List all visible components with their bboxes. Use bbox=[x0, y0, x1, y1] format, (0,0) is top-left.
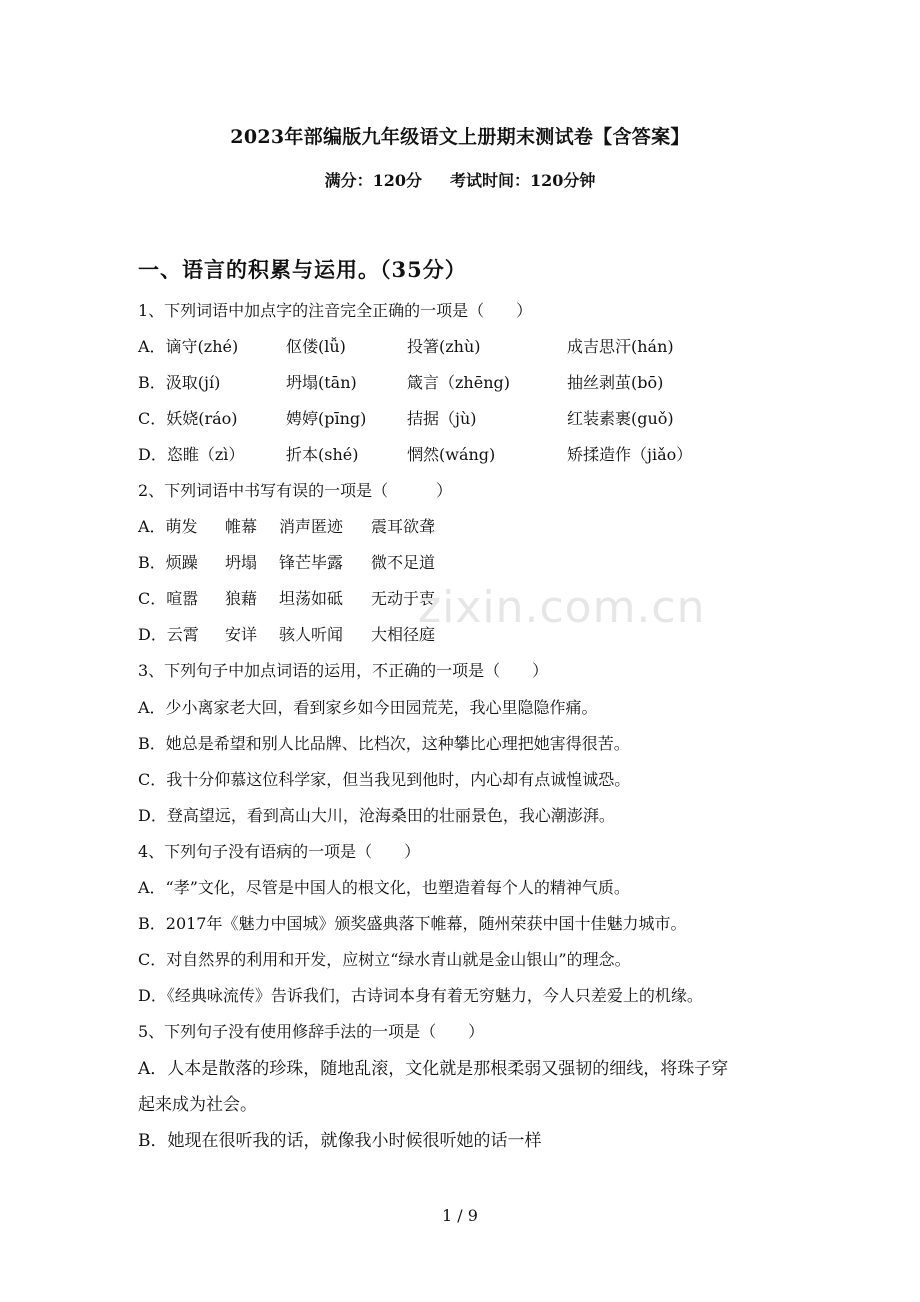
watermark: zixin.com.cn bbox=[418, 582, 706, 633]
full-score: 满分：120分 bbox=[324, 171, 422, 190]
question-5-option-b: B．她现在很听我的话，就像我小时候很听她的话一样 bbox=[138, 1131, 542, 1151]
question-2-option-a: A．萌发 帷幕 消声匿迹 震耳欲聋 bbox=[138, 517, 436, 536]
question-5-stem: 5、下列句子没有使用修辞手法的一项是（ ） bbox=[138, 1022, 485, 1041]
exam-info bbox=[0, 168, 920, 191]
question-3-option-b: B．她总是希望和别人比品牌、比档次，这种攀比心理把她害得很苦。 bbox=[138, 734, 630, 753]
question-1-option-d: D．恣睢（zì） 折本(shé) 惘然(wáng) 矫揉造作（jiǎo） bbox=[138, 445, 693, 464]
question-2-option-b: B．烦躁 坍塌 锋芒毕露 微不足道 bbox=[138, 553, 436, 572]
question-4-option-a: A．“孝”文化，尽管是中国人的根文化，也塑造着每个人的精神气质。 bbox=[138, 878, 630, 897]
question-4-option-d: D．《经典咏流传》告诉我们，古诗词本身有着无穷魅力，今人只差爱上的机缘。 bbox=[138, 986, 703, 1005]
question-3-stem: 3、下列句子中加点词语的运用，不正确的一项是（ ） bbox=[138, 661, 549, 680]
question-2-stem: 2、下列词语中书写有误的一项是（ ） bbox=[138, 481, 453, 500]
question-1-option-a: A．谪守(zhé) 伛偻(lǚ) 投箸(zhù) 成吉思汗(hán) bbox=[138, 337, 674, 356]
question-4-option-b: B．2017年《魅力中国城》颁奖盛典落下帷幕，随州荣获中国十佳魅力城市。 bbox=[138, 914, 687, 933]
exam-time: 考试时间：120分钟 bbox=[450, 171, 596, 190]
question-4-stem: 4、下列句子没有语病的一项是（ ） bbox=[138, 842, 421, 861]
question-2-option-d: D．云霄 安详 骇人听闻 大相径庭 bbox=[138, 625, 436, 644]
question-3-option-d: D．登高望远，看到高山大川，沧海桑田的壮丽景色，我心潮澎湃。 bbox=[138, 806, 615, 825]
question-1-option-c: C．妖娆(ráo) 娉婷(pīng) 拮据（jù) 红装素裹(guǒ) bbox=[138, 409, 674, 428]
question-1-option-b: B．汲取(jí) 坍塌(tān) 箴言（zhēng) 抽丝剥茧(bō) bbox=[138, 373, 664, 392]
question-5-option-a: A．人本是散落的珍珠，随地乱滚，文化就是那根柔弱又强韧的细线，将珠子穿 bbox=[138, 1059, 729, 1079]
question-3-option-c: C．我十分仰慕这位科学家，但当我见到他时，内心却有点诚惶诚恐。 bbox=[138, 770, 631, 789]
question-3-option-a: A．少小离家老大回，看到家乡如今田园荒芜，我心里隐隐作痛。 bbox=[138, 698, 598, 717]
question-2-option-c: C．喧嚣 狼藉 坦荡如砥 无动于衷 bbox=[138, 589, 436, 608]
exam-title: 2023年部编版九年级语文上册期末测试卷【含答案】 bbox=[230, 126, 690, 148]
section-heading: 一、语言的积累与运用。（35分） bbox=[138, 257, 467, 282]
question-1-stem: 1、下列词语中加点字的注音完全正确的一项是（ ） bbox=[138, 301, 533, 320]
page-number: 1 / 9 bbox=[442, 1206, 478, 1225]
question-4-option-c: C．对自然界的利用和开发，应树立“绿水青山就是金山银山”的理念。 bbox=[138, 950, 631, 969]
question-5-option-a-cont: 起来成为社会。 bbox=[138, 1095, 257, 1115]
